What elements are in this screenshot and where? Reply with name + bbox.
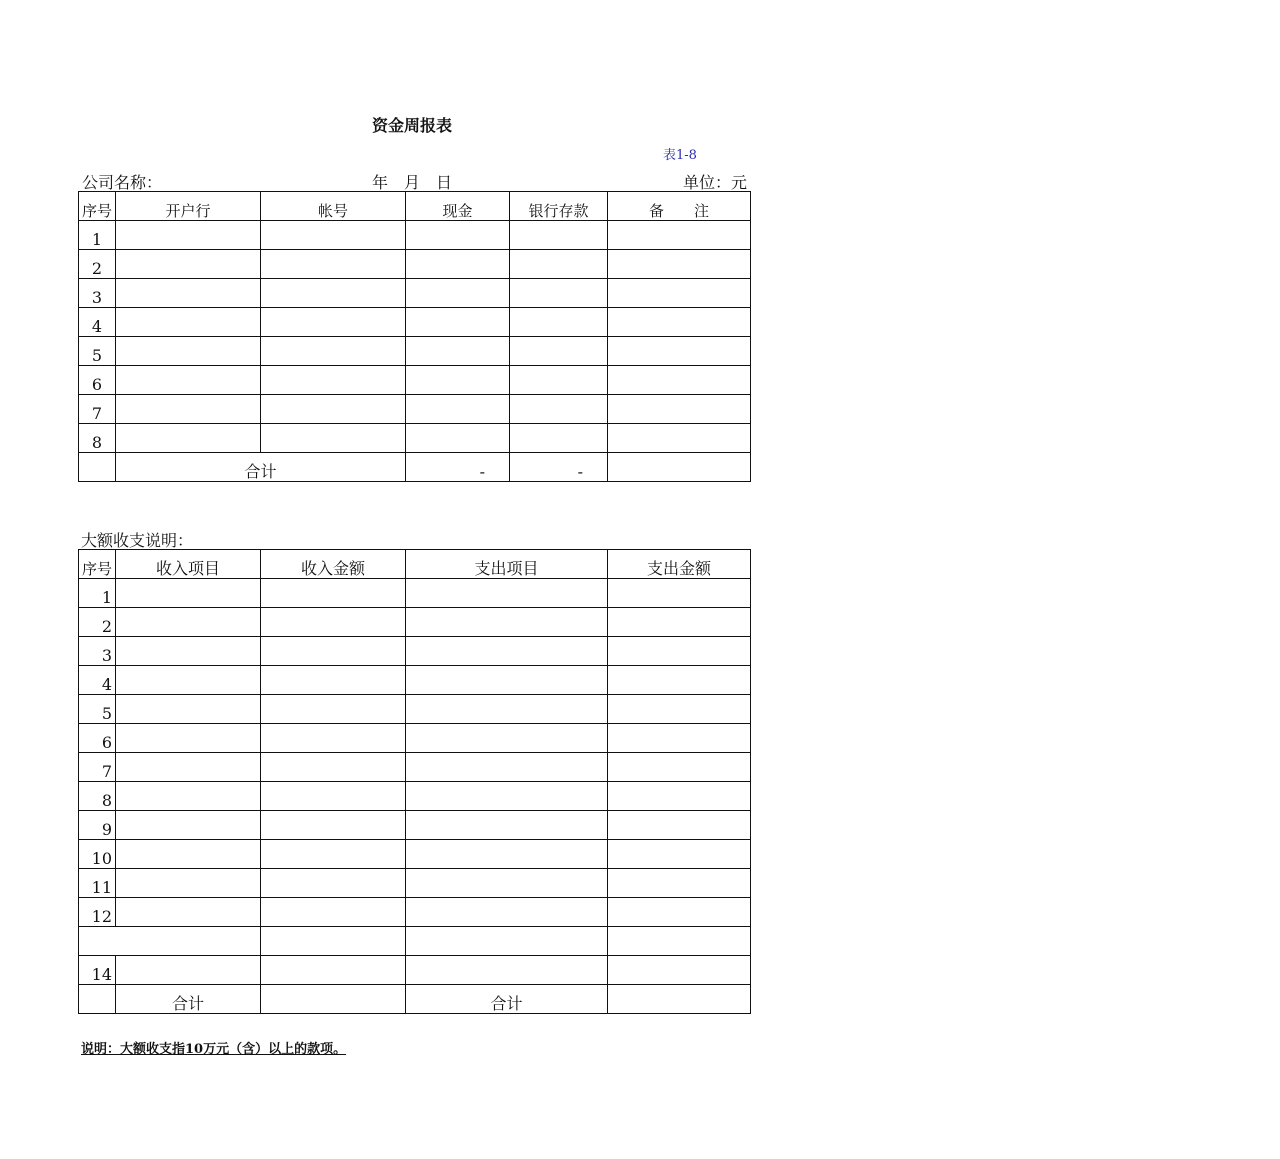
table-number: 表1-8: [663, 148, 697, 163]
expense-item-cell[interactable]: [406, 898, 608, 927]
income-item-cell[interactable]: [116, 782, 261, 811]
company-name-label: 公司名称：: [82, 173, 163, 192]
expense-item-cell[interactable]: [406, 695, 608, 724]
income-amount-cell[interactable]: [261, 782, 406, 811]
account-cell[interactable]: [261, 395, 406, 424]
table-row: [79, 927, 751, 956]
table-row: [79, 424, 751, 453]
table-row: [79, 221, 751, 250]
header-expense-item: 支出项目: [406, 550, 608, 579]
expense-item-cell[interactable]: [406, 666, 608, 695]
expense-item-cell[interactable]: [406, 637, 608, 666]
table-row: [79, 869, 751, 898]
expense-amount-cell[interactable]: [608, 666, 751, 695]
row-index: 1: [79, 221, 116, 250]
income-item-cell[interactable]: [116, 898, 261, 927]
cash-cell[interactable]: [406, 279, 510, 308]
row-index: 4: [79, 666, 116, 695]
expense-amount-cell[interactable]: [608, 869, 751, 898]
deposit-cell[interactable]: [510, 424, 608, 453]
income-item-cell[interactable]: [116, 840, 261, 869]
footnote: 说明：大额收支指10万元（含）以上的款项。: [81, 1042, 347, 1057]
total-cash: -: [406, 453, 510, 482]
date-label: 年 月 日: [372, 173, 453, 192]
bank-cell[interactable]: [116, 395, 261, 424]
table-row: [79, 753, 751, 782]
expense-amount-cell[interactable]: [608, 579, 751, 608]
total-bank-deposit: -: [510, 453, 608, 482]
row-index: 11: [79, 869, 116, 898]
row-index: 4: [79, 308, 116, 337]
remarks-cell[interactable]: [608, 337, 751, 366]
table-row: [79, 608, 751, 637]
expense-amount-cell[interactable]: [608, 898, 751, 927]
table-row: [79, 366, 751, 395]
income-item-cell[interactable]: [116, 753, 261, 782]
cash-cell[interactable]: [406, 424, 510, 453]
income-item-cell[interactable]: [116, 608, 261, 637]
income-item-cell[interactable]: [116, 956, 261, 985]
expense-amount-cell[interactable]: [608, 724, 751, 753]
table-row: [79, 782, 751, 811]
expense-item-cell[interactable]: [406, 840, 608, 869]
income-total-amount: [261, 985, 406, 1014]
expense-amount-cell[interactable]: [608, 695, 751, 724]
deposit-cell[interactable]: [510, 279, 608, 308]
row-index: 10: [79, 840, 116, 869]
income-item-cell[interactable]: [116, 869, 261, 898]
account-cell[interactable]: [261, 250, 406, 279]
cash-cell[interactable]: [406, 308, 510, 337]
header-income-amount: 收入金额: [261, 550, 406, 579]
row-index: 12: [79, 898, 116, 927]
total-remarks-cell: [608, 453, 751, 482]
total-index-cell: [79, 985, 116, 1014]
table-row: [79, 956, 751, 985]
row-index: 8: [79, 424, 116, 453]
expense-total-label: 合计: [406, 985, 608, 1014]
row-index: 7: [79, 395, 116, 424]
income-amount-cell[interactable]: [261, 840, 406, 869]
table-row: [79, 337, 751, 366]
deposit-cell[interactable]: [510, 395, 608, 424]
header-expense-amount: 支出金额: [608, 550, 751, 579]
table-row: [79, 395, 751, 424]
table-row: [79, 898, 751, 927]
total-row: [79, 453, 751, 482]
row-index: 9: [79, 811, 116, 840]
table-row: [79, 308, 751, 337]
expense-item-cell[interactable]: [406, 753, 608, 782]
income-item-cell[interactable]: [116, 666, 261, 695]
income-amount-cell[interactable]: [261, 811, 406, 840]
expense-item-cell[interactable]: [406, 869, 608, 898]
large-table-header: [79, 550, 751, 579]
expense-amount-cell[interactable]: [608, 753, 751, 782]
table-row: [79, 637, 751, 666]
account-cell[interactable]: [261, 308, 406, 337]
income-amount-cell[interactable]: [261, 579, 406, 608]
header-index: 序号: [79, 192, 116, 221]
large-transactions-label: 大额收支说明：: [81, 531, 194, 550]
header-account: 帐号: [261, 192, 406, 221]
cash-cell[interactable]: [406, 221, 510, 250]
fund-table-header: [79, 192, 751, 221]
income-item-cell[interactable]: [116, 724, 261, 753]
account-cell[interactable]: [261, 221, 406, 250]
bank-cell[interactable]: [116, 308, 261, 337]
cash-cell[interactable]: [406, 395, 510, 424]
expense-amount-cell[interactable]: [608, 927, 751, 956]
income-amount-cell[interactable]: [261, 956, 406, 985]
total-index-cell: [79, 453, 116, 482]
expense-item-cell[interactable]: [406, 956, 608, 985]
row-index: 5: [79, 695, 116, 724]
expense-item-cell[interactable]: [406, 608, 608, 637]
bank-cell[interactable]: [116, 424, 261, 453]
header-cash: 现金: [406, 192, 510, 221]
expense-amount-cell[interactable]: [608, 782, 751, 811]
deposit-cell[interactable]: [510, 337, 608, 366]
remarks-cell[interactable]: [608, 250, 751, 279]
table-row: [79, 279, 751, 308]
remarks-cell[interactable]: [608, 424, 751, 453]
row-index: 14: [79, 956, 116, 985]
table-row: [79, 579, 751, 608]
income-item-cell[interactable]: [116, 579, 261, 608]
income-amount-cell[interactable]: [261, 927, 406, 956]
expense-amount-cell[interactable]: [608, 811, 751, 840]
table-row: [79, 666, 751, 695]
income-amount-cell[interactable]: [261, 869, 406, 898]
row-index: 2: [79, 608, 116, 637]
expense-item-cell[interactable]: [406, 782, 608, 811]
expense-amount-cell[interactable]: [608, 608, 751, 637]
table-row: [79, 695, 751, 724]
bank-cell[interactable]: [116, 221, 261, 250]
header-index: 序号: [79, 550, 116, 579]
income-amount-cell[interactable]: [261, 666, 406, 695]
row-index: 7: [79, 753, 116, 782]
income-item-cell[interactable]: [116, 811, 261, 840]
deposit-cell[interactable]: [510, 308, 608, 337]
report-title: 资金周报表: [372, 116, 453, 135]
income-amount-cell[interactable]: [261, 695, 406, 724]
remarks-cell[interactable]: [608, 221, 751, 250]
account-cell[interactable]: [261, 279, 406, 308]
row-index: 3: [79, 279, 116, 308]
row-index: 3: [79, 637, 116, 666]
table-row: [79, 724, 751, 753]
deposit-cell[interactable]: [510, 221, 608, 250]
row-index: 2: [79, 250, 116, 279]
fund-table: [78, 191, 751, 482]
remarks-cell[interactable]: [608, 395, 751, 424]
cash-cell[interactable]: [406, 250, 510, 279]
expense-item-cell[interactable]: [406, 927, 608, 956]
unit-label: 单位：元: [683, 173, 748, 192]
expense-amount-cell[interactable]: [608, 840, 751, 869]
income-total-label: 合计: [116, 985, 261, 1014]
income-item-cell[interactable]: [116, 695, 261, 724]
cash-cell[interactable]: [406, 366, 510, 395]
income-amount-cell[interactable]: [261, 898, 406, 927]
expense-item-cell[interactable]: [406, 724, 608, 753]
income-amount-cell[interactable]: [261, 753, 406, 782]
expense-amount-cell[interactable]: [608, 637, 751, 666]
expense-total-amount: [608, 985, 751, 1014]
income-amount-cell[interactable]: [261, 637, 406, 666]
row-index: 5: [79, 337, 116, 366]
bank-cell[interactable]: [116, 337, 261, 366]
income-amount-cell[interactable]: [261, 608, 406, 637]
header-bank-deposit: 银行存款: [510, 192, 608, 221]
header-bank: 开户行: [116, 192, 261, 221]
income-amount-cell[interactable]: [261, 724, 406, 753]
deposit-cell[interactable]: [510, 250, 608, 279]
bank-cell[interactable]: [116, 366, 261, 395]
remarks-cell[interactable]: [608, 366, 751, 395]
table-row: [79, 840, 751, 869]
account-cell[interactable]: [261, 424, 406, 453]
expense-item-cell[interactable]: [406, 811, 608, 840]
table-row: [79, 250, 751, 279]
expense-item-cell[interactable]: [406, 579, 608, 608]
table-row: [79, 811, 751, 840]
row-index: 6: [79, 366, 116, 395]
account-cell[interactable]: [261, 366, 406, 395]
row-index: 6: [79, 724, 116, 753]
deposit-cell[interactable]: [510, 366, 608, 395]
bank-cell[interactable]: [116, 250, 261, 279]
cash-cell[interactable]: [406, 337, 510, 366]
bank-cell[interactable]: [116, 279, 261, 308]
expense-amount-cell[interactable]: [608, 956, 751, 985]
header-income-item: 收入项目: [116, 550, 261, 579]
remarks-cell[interactable]: [608, 308, 751, 337]
remarks-cell[interactable]: [608, 279, 751, 308]
large-transactions-table: [78, 549, 751, 1014]
header-remarks: 备 注: [608, 192, 751, 221]
total-row: [79, 985, 751, 1014]
total-label: 合计: [116, 453, 406, 482]
row-index: 1: [79, 579, 116, 608]
income-item-cell[interactable]: [116, 637, 261, 666]
row-index: 8: [79, 782, 116, 811]
merged-income-cell[interactable]: [79, 927, 261, 956]
account-cell[interactable]: [261, 337, 406, 366]
